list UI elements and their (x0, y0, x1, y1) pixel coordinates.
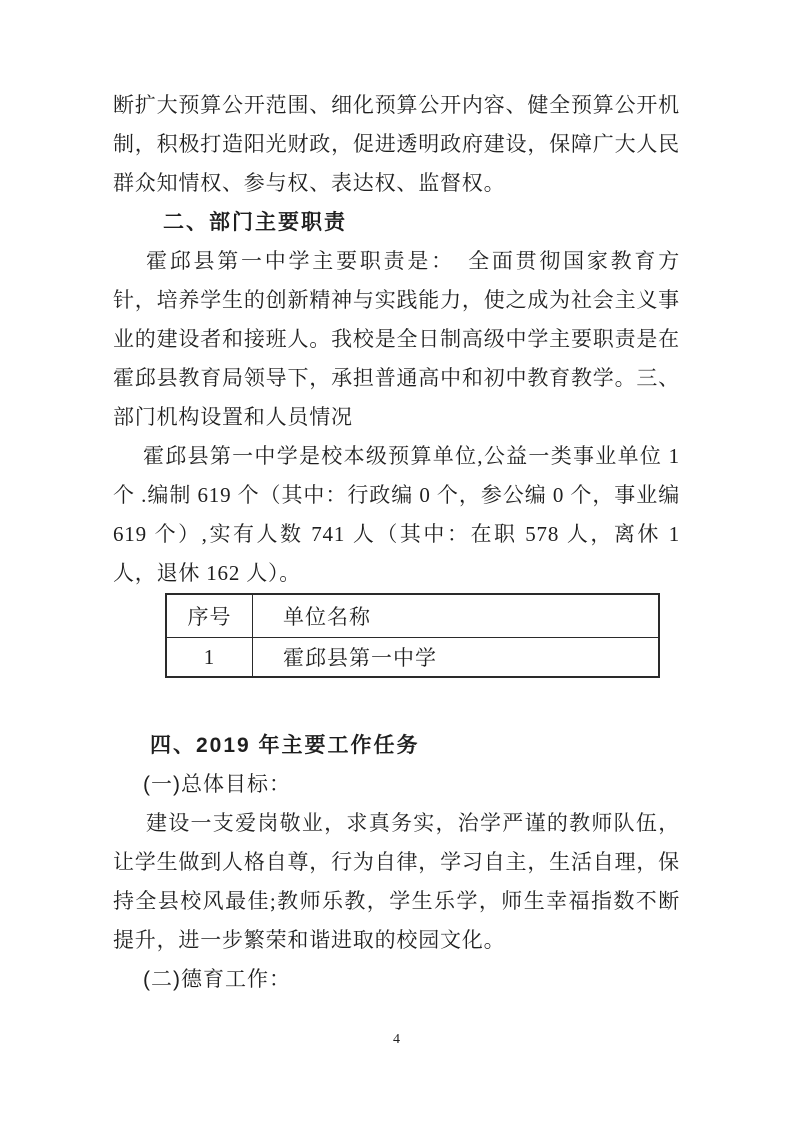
paragraph-section-2-duties: 霍邱县第一中学主要职责是： 全面贯彻国家教育方针，培养学生的创新精神与实践能力，使之成为社会主义事业的建设者和接班人。我校是全日制高级中学主要职责是在霍邱县教育局领导下，承担普通高中和初中教育教学。三、部门机构设置和人员情况 (113, 249, 680, 429)
subsection-2-heading: (二)德育工作： (143, 968, 291, 991)
unit-table-header-row (166, 594, 659, 638)
unit-table-header-unit-name: 单位名称 (253, 594, 660, 638)
paragraph-overall-goal: 建设一支爱岗敬业，求真务实，治学严谨的教师队伍，让学生做到人格自尊，行为自律，学习自主，生活自理，保持全县校风最佳;教师乐教，学生乐学，师生幸福指数不断提升，进一步繁荣和谐进取的校园文化。 (113, 811, 680, 952)
subsection-1-heading: (一)总体目标： (143, 773, 291, 796)
unit-table (165, 593, 660, 678)
paragraph-section-3-staffing: 霍邱县第一中学是校本级预算单位,公益一类事业单位 1 个 .编制 619 个（其中：行政编 0 个，参公编 0 个，事业编 619 个）,实有人数 741 人（其中：在职 578 人，离休 1 人，退休 162 人）。 (113, 444, 680, 585)
unit-table-row (166, 638, 659, 678)
unit-table-cell-serial: 1 (166, 638, 253, 678)
page-number: 4 (393, 1032, 400, 1047)
paragraph-budget-openness: 断扩大预算公开范围、细化预算公开内容、健全预算公开机制，积极打造阳光财政，促进透明政府建设，保障广大人民群众知情权、参与权、表达权、监督权。 (113, 93, 680, 195)
section-4-heading: 四、2019 年主要工作任务 (150, 734, 420, 757)
unit-table-header-serial: 序号 (166, 594, 253, 638)
section-2-heading: 二、部门主要职责 (163, 211, 347, 234)
unit-table-cell-unit-name: 霍邱县第一中学 (253, 638, 660, 678)
